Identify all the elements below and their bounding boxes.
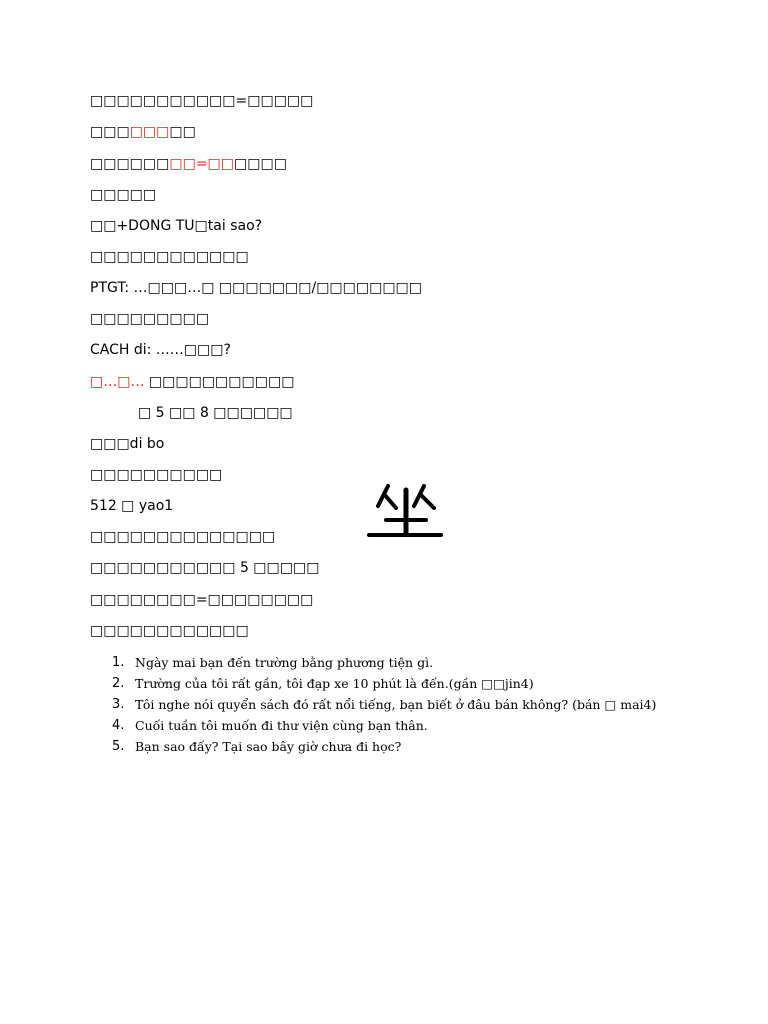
note-line-3-post: □□□□ — [234, 156, 287, 172]
note-line-10-highlight: □…□… — [90, 374, 145, 390]
note-line-16 — [90, 558, 319, 578]
note-line-14-text: 512 □ yao1 — [90, 498, 174, 514]
list-number: 3. — [112, 697, 125, 712]
note-line-2-post: □□ — [169, 124, 196, 140]
note-line-13-text: □□□□□□□□□□ — [90, 467, 223, 483]
note-line-12-text: □□□di bo — [90, 436, 165, 452]
note-line-6-text: □□□□□□□□□□□□ — [90, 249, 249, 265]
list-text: Tôi nghe nói quyển sách đó rất nổi tiếng, bạn biết ở đâu bán không? (bán □ mai4) — [135, 697, 657, 712]
note-line-1 — [90, 91, 313, 111]
note-line-2-pre: □□□ — [90, 124, 130, 140]
note-line-17 — [90, 590, 313, 610]
note-line-18-text: □□□□□□□□□□□□ — [90, 623, 249, 639]
note-line-11-text: □ 5 □□ 8 □□□□□□ — [138, 405, 293, 421]
note-line-8 — [90, 309, 209, 329]
note-line-2-highlight: □□□ — [129, 124, 170, 140]
note-line-9 — [90, 340, 231, 360]
note-line-1-text: □□□□□□□□□□□=□□□□□ — [90, 93, 314, 109]
note-line-6 — [90, 247, 249, 267]
note-line-15 — [90, 527, 275, 547]
list-number: 5. — [112, 739, 125, 754]
note-line-15-text: □□□□□□□□□□□□□□ — [90, 529, 276, 545]
note-line-10-post: □□□□□□□□□□□ — [144, 374, 295, 390]
note-line-11 — [138, 403, 293, 423]
note-line-5 — [90, 216, 262, 236]
note-line-16-text: □□□□□□□□□□□ 5 □□□□□ — [90, 560, 320, 576]
note-line-3-pre: □□□□□□ — [90, 156, 170, 172]
list-text: Bạn sao đấy? Tại sao bây giờ chưa đi học? — [135, 739, 402, 754]
note-line-14 — [90, 496, 173, 516]
list-number: 2. — [112, 676, 125, 691]
list-number: 1. — [112, 655, 125, 670]
zuo-character-image — [366, 476, 446, 546]
list-text: Ngày mai bạn đến trường bằng phương tiện gì. — [135, 655, 434, 670]
list-text: Cuối tuần tôi muốn đi thư viện cùng bạn thân. — [135, 718, 428, 733]
note-line-4 — [90, 185, 156, 205]
note-line-2 — [90, 122, 196, 142]
note-line-7 — [90, 278, 422, 298]
note-line-12 — [90, 434, 164, 454]
note-line-18 — [90, 621, 249, 641]
note-line-3 — [90, 154, 287, 174]
note-line-5-text: □□+DONG TU□tai sao? — [90, 218, 263, 234]
list-number: 4. — [112, 718, 125, 733]
note-line-9-text: CACH di: ……□□□? — [90, 342, 231, 358]
list-text: Trường của tôi rất gần, tôi đạp xe 10 phút là đến.(gần □□jin4) — [135, 676, 534, 691]
note-line-4-text: □□□□□ — [90, 187, 157, 203]
note-line-7-text: PTGT: …□□□…□ □□□□□□□/□□□□□□□□ — [90, 280, 423, 296]
note-line-13 — [90, 465, 222, 485]
note-line-17-text: □□□□□□□□=□□□□□□□□ — [90, 592, 314, 608]
note-line-10 — [90, 372, 294, 392]
note-line-8-text: □□□□□□□□□ — [90, 311, 210, 327]
note-line-3-highlight: □□=□□ — [169, 156, 235, 172]
